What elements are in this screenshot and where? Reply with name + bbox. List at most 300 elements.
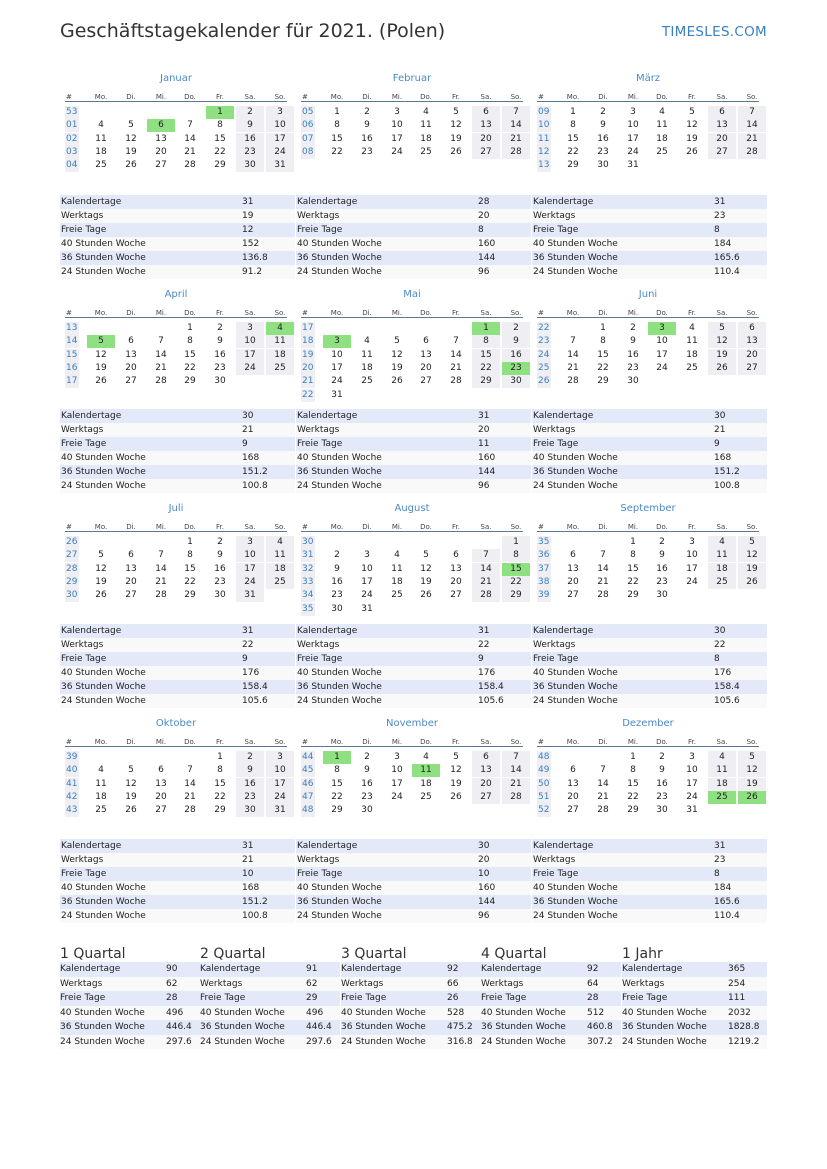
holiday-day-cell[interactable]: 1 (472, 322, 500, 335)
day-cell[interactable]: 13 (450, 563, 462, 574)
day-cell[interactable]: 28 (738, 146, 766, 159)
day-cell[interactable]: 4 (689, 323, 695, 333)
day-cell[interactable]: 7 (502, 106, 530, 119)
day-cell[interactable]: 14 (184, 778, 196, 789)
day-cell[interactable]: 3 (266, 751, 294, 764)
day-cell[interactable]: 27 (155, 805, 167, 816)
day-cell[interactable]: 7 (502, 751, 530, 764)
day-cell[interactable]: 30 (627, 376, 639, 387)
day-cell[interactable]: 17 (266, 778, 294, 791)
day-cell[interactable]: 14 (184, 133, 196, 144)
day-cell[interactable]: 27 (567, 805, 579, 816)
day-cell[interactable]: 7 (600, 550, 606, 561)
day-cell[interactable]: 30 (214, 590, 226, 601)
day-cell[interactable]: 1 (630, 752, 636, 762)
day-cell[interactable]: 10 (391, 765, 403, 776)
day-cell[interactable]: 15 (597, 349, 609, 360)
day-cell[interactable]: 10 (656, 336, 668, 347)
day-cell[interactable]: 10 (266, 764, 294, 777)
day-cell[interactable]: 4 (423, 107, 429, 117)
day-cell[interactable]: 2 (630, 323, 636, 333)
day-cell[interactable]: 21 (502, 133, 530, 146)
day-cell[interactable]: 2 (502, 322, 530, 335)
day-cell[interactable]: 23 (361, 791, 373, 802)
day-cell[interactable]: 25 (95, 160, 107, 171)
day-cell[interactable]: 14 (502, 119, 530, 132)
day-cell[interactable]: 10 (236, 549, 264, 562)
day-cell[interactable]: 14 (155, 349, 167, 360)
day-cell[interactable]: 24 (391, 791, 403, 802)
day-cell[interactable]: 27 (472, 146, 500, 159)
day-cell[interactable]: 24 (656, 362, 668, 373)
day-cell[interactable]: 9 (364, 120, 370, 131)
day-cell[interactable]: 12 (125, 133, 137, 144)
day-cell[interactable]: 4 (364, 336, 370, 347)
day-cell[interactable]: 29 (214, 160, 226, 171)
day-cell[interactable]: 10 (627, 120, 639, 131)
day-cell[interactable]: 19 (125, 791, 137, 802)
day-cell[interactable]: 24 (627, 146, 639, 157)
day-cell[interactable]: 2 (364, 107, 370, 117)
day-cell[interactable]: 4 (98, 765, 104, 776)
day-cell[interactable]: 19 (686, 133, 698, 144)
day-cell[interactable]: 29 (597, 376, 609, 387)
day-cell[interactable]: 17 (391, 778, 403, 789)
day-cell[interactable]: 8 (570, 120, 576, 131)
day-cell[interactable]: 8 (600, 336, 606, 347)
day-cell[interactable]: 26 (125, 805, 137, 816)
day-cell[interactable]: 19 (125, 146, 137, 157)
day-cell[interactable]: 25 (95, 805, 107, 816)
holiday-day-cell[interactable]: 6 (147, 119, 175, 132)
day-cell[interactable]: 20 (155, 791, 167, 802)
day-cell[interactable]: 5 (738, 751, 766, 764)
day-cell[interactable]: 25 (420, 791, 432, 802)
day-cell[interactable]: 26 (95, 376, 107, 387)
day-cell[interactable]: 26 (391, 376, 403, 387)
day-cell[interactable]: 27 (155, 160, 167, 171)
day-cell[interactable]: 25 (266, 576, 294, 589)
day-cell[interactable]: 20 (567, 791, 579, 802)
day-cell[interactable]: 4 (423, 752, 429, 762)
day-cell[interactable]: 30 (597, 160, 609, 171)
day-cell[interactable]: 20 (450, 576, 462, 587)
day-cell[interactable]: 8 (630, 550, 636, 561)
day-cell[interactable]: 15 (331, 133, 343, 144)
day-cell[interactable]: 11 (708, 764, 736, 777)
day-cell[interactable]: 13 (567, 563, 579, 574)
day-cell[interactable]: 24 (266, 146, 294, 159)
day-cell[interactable]: 25 (266, 362, 294, 375)
day-cell[interactable]: 21 (155, 362, 167, 373)
day-cell[interactable]: 28 (502, 146, 530, 159)
day-cell[interactable]: 7 (472, 549, 500, 562)
day-cell[interactable]: 4 (708, 536, 736, 549)
day-cell[interactable]: 22 (567, 146, 579, 157)
day-cell[interactable]: 16 (331, 576, 343, 587)
holiday-day-cell[interactable]: 4 (266, 322, 294, 335)
day-cell[interactable]: 4 (394, 550, 400, 561)
day-cell[interactable]: 1 (502, 536, 530, 549)
day-cell[interactable]: 12 (708, 335, 736, 348)
day-cell[interactable]: 15 (214, 778, 226, 789)
day-cell[interactable]: 27 (420, 376, 432, 387)
day-cell[interactable]: 18 (95, 146, 107, 157)
day-cell[interactable]: 26 (125, 160, 137, 171)
day-cell[interactable]: 23 (597, 146, 609, 157)
day-cell[interactable]: 13 (738, 335, 766, 348)
day-cell[interactable]: 13 (567, 778, 579, 789)
holiday-day-cell[interactable]: 25 (708, 791, 736, 804)
day-cell[interactable]: 12 (738, 764, 766, 777)
day-cell[interactable]: 16 (236, 778, 264, 791)
day-cell[interactable]: 7 (570, 336, 576, 347)
day-cell[interactable]: 8 (217, 765, 223, 776)
day-cell[interactable]: 31 (266, 159, 294, 172)
holiday-day-cell[interactable]: 3 (648, 322, 676, 335)
day-cell[interactable]: 5 (689, 107, 695, 117)
day-cell[interactable]: 1 (600, 323, 606, 333)
day-cell[interactable]: 8 (472, 335, 500, 348)
day-cell[interactable]: 30 (502, 375, 530, 388)
day-cell[interactable]: 7 (158, 336, 164, 347)
day-cell[interactable]: 17 (686, 563, 698, 574)
day-cell[interactable]: 10 (331, 349, 343, 360)
day-cell[interactable]: 3 (236, 536, 264, 549)
day-cell[interactable]: 3 (266, 106, 294, 119)
day-cell[interactable]: 16 (236, 133, 264, 146)
day-cell[interactable]: 15 (627, 563, 639, 574)
day-cell[interactable]: 22 (597, 362, 609, 373)
day-cell[interactable]: 20 (420, 362, 432, 373)
day-cell[interactable]: 9 (236, 764, 264, 777)
day-cell[interactable]: 5 (423, 550, 429, 561)
day-cell[interactable]: 23 (361, 146, 373, 157)
day-cell[interactable]: 3 (236, 322, 264, 335)
day-cell[interactable]: 23 (656, 576, 668, 587)
day-cell[interactable]: 6 (570, 765, 576, 776)
day-cell[interactable]: 26 (450, 146, 462, 157)
day-cell[interactable]: 20 (708, 133, 736, 146)
day-cell[interactable]: 28 (502, 791, 530, 804)
day-cell[interactable]: 5 (394, 336, 400, 347)
day-cell[interactable]: 27 (125, 590, 137, 601)
day-cell[interactable]: 5 (98, 550, 104, 561)
day-cell[interactable]: 30 (236, 804, 264, 817)
day-cell[interactable]: 21 (184, 791, 196, 802)
day-cell[interactable]: 29 (472, 375, 500, 388)
day-cell[interactable]: 16 (656, 778, 668, 789)
day-cell[interactable]: 18 (420, 778, 432, 789)
day-cell[interactable]: 1 (187, 537, 193, 547)
day-cell[interactable]: 20 (738, 349, 766, 362)
day-cell[interactable]: 7 (453, 336, 459, 347)
day-cell[interactable]: 18 (361, 362, 373, 373)
day-cell[interactable]: 12 (450, 120, 462, 131)
day-cell[interactable]: 8 (630, 765, 636, 776)
day-cell[interactable]: 22 (627, 791, 639, 802)
holiday-day-cell[interactable]: 23 (502, 362, 530, 375)
day-cell[interactable]: 29 (627, 590, 639, 601)
day-cell[interactable]: 8 (502, 549, 530, 562)
day-cell[interactable]: 21 (472, 576, 500, 589)
day-cell[interactable]: 21 (597, 576, 609, 587)
day-cell[interactable]: 9 (600, 120, 606, 131)
day-cell[interactable]: 6 (423, 336, 429, 347)
day-cell[interactable]: 1 (187, 323, 193, 333)
day-cell[interactable]: 4 (708, 751, 736, 764)
day-cell[interactable]: 9 (217, 336, 223, 347)
day-cell[interactable]: 22 (214, 791, 226, 802)
day-cell[interactable]: 30 (236, 159, 264, 172)
day-cell[interactable]: 21 (597, 791, 609, 802)
day-cell[interactable]: 12 (420, 563, 432, 574)
day-cell[interactable]: 15 (567, 133, 579, 144)
day-cell[interactable]: 23 (214, 362, 226, 373)
day-cell[interactable]: 9 (659, 765, 665, 776)
day-cell[interactable]: 14 (567, 349, 579, 360)
holiday-day-cell[interactable]: 26 (738, 791, 766, 804)
day-cell[interactable]: 7 (187, 120, 193, 131)
day-cell[interactable]: 19 (738, 778, 766, 791)
holiday-day-cell[interactable]: 11 (412, 764, 440, 777)
day-cell[interactable]: 27 (472, 791, 500, 804)
day-cell[interactable]: 1 (334, 107, 340, 117)
day-cell[interactable]: 17 (331, 362, 343, 373)
day-cell[interactable]: 16 (502, 349, 530, 362)
day-cell[interactable]: 6 (738, 322, 766, 335)
day-cell[interactable]: 6 (128, 550, 134, 561)
day-cell[interactable]: 2 (659, 537, 665, 547)
day-cell[interactable]: 12 (738, 549, 766, 562)
day-cell[interactable]: 18 (708, 778, 736, 791)
day-cell[interactable]: 10 (361, 563, 373, 574)
day-cell[interactable]: 22 (472, 362, 500, 375)
day-cell[interactable]: 18 (95, 791, 107, 802)
day-cell[interactable]: 3 (394, 752, 400, 762)
day-cell[interactable]: 22 (627, 576, 639, 587)
day-cell[interactable]: 16 (656, 563, 668, 574)
day-cell[interactable]: 22 (331, 146, 343, 157)
day-cell[interactable]: 27 (738, 362, 766, 375)
day-cell[interactable]: 27 (567, 590, 579, 601)
day-cell[interactable]: 5 (128, 765, 134, 776)
day-cell[interactable]: 4 (266, 536, 294, 549)
day-cell[interactable]: 21 (567, 362, 579, 373)
day-cell[interactable]: 22 (331, 791, 343, 802)
day-cell[interactable]: 14 (502, 764, 530, 777)
day-cell[interactable]: 19 (450, 778, 462, 789)
day-cell[interactable]: 20 (125, 576, 137, 587)
day-cell[interactable]: 24 (236, 576, 264, 589)
day-cell[interactable]: 19 (391, 362, 403, 373)
day-cell[interactable]: 17 (266, 133, 294, 146)
day-cell[interactable]: 20 (472, 133, 500, 146)
day-cell[interactable]: 18 (391, 576, 403, 587)
day-cell[interactable]: 27 (125, 376, 137, 387)
day-cell[interactable]: 9 (630, 336, 636, 347)
day-cell[interactable]: 29 (627, 805, 639, 816)
day-cell[interactable]: 30 (214, 376, 226, 387)
day-cell[interactable]: 24 (391, 146, 403, 157)
day-cell[interactable]: 15 (214, 133, 226, 144)
day-cell[interactable]: 13 (125, 563, 137, 574)
day-cell[interactable]: 22 (502, 576, 530, 589)
day-cell[interactable]: 11 (708, 549, 736, 562)
day-cell[interactable]: 1 (570, 107, 576, 117)
day-cell[interactable]: 19 (95, 362, 107, 373)
day-cell[interactable]: 18 (266, 563, 294, 576)
day-cell[interactable]: 16 (214, 349, 226, 360)
day-cell[interactable]: 29 (502, 589, 530, 602)
day-cell[interactable]: 4 (659, 107, 665, 117)
day-cell[interactable]: 7 (187, 765, 193, 776)
day-cell[interactable]: 19 (450, 133, 462, 144)
day-cell[interactable]: 26 (420, 590, 432, 601)
day-cell[interactable]: 16 (361, 133, 373, 144)
day-cell[interactable]: 22 (184, 362, 196, 373)
day-cell[interactable]: 22 (214, 146, 226, 157)
day-cell[interactable]: 5 (708, 322, 736, 335)
day-cell[interactable]: 24 (361, 590, 373, 601)
brand-link[interactable]: TIMESLES.COM (661, 24, 767, 40)
day-cell[interactable]: 9 (236, 119, 264, 132)
day-cell[interactable]: 14 (450, 349, 462, 360)
day-cell[interactable]: 14 (155, 563, 167, 574)
day-cell[interactable]: 21 (155, 576, 167, 587)
day-cell[interactable]: 18 (708, 563, 736, 576)
day-cell[interactable]: 21 (738, 133, 766, 146)
day-cell[interactable]: 8 (187, 550, 193, 561)
day-cell[interactable]: 3 (689, 752, 695, 762)
day-cell[interactable]: 17 (686, 778, 698, 789)
day-cell[interactable]: 23 (627, 362, 639, 373)
day-cell[interactable]: 13 (125, 349, 137, 360)
day-cell[interactable]: 28 (184, 160, 196, 171)
day-cell[interactable]: 19 (738, 563, 766, 576)
day-cell[interactable]: 7 (158, 550, 164, 561)
day-cell[interactable]: 23 (236, 146, 264, 159)
day-cell[interactable]: 10 (391, 120, 403, 131)
day-cell[interactable]: 17 (627, 133, 639, 144)
day-cell[interactable]: 15 (331, 778, 343, 789)
day-cell[interactable]: 31 (236, 589, 264, 602)
day-cell[interactable]: 25 (686, 362, 698, 373)
day-cell[interactable]: 10 (266, 119, 294, 132)
day-cell[interactable]: 6 (708, 106, 736, 119)
day-cell[interactable]: 11 (391, 563, 403, 574)
day-cell[interactable]: 24 (266, 791, 294, 804)
day-cell[interactable]: 13 (155, 778, 167, 789)
holiday-day-cell[interactable]: 5 (87, 335, 115, 348)
day-cell[interactable]: 2 (236, 751, 264, 764)
day-cell[interactable]: 28 (450, 376, 462, 387)
day-cell[interactable]: 10 (236, 335, 264, 348)
day-cell[interactable]: 27 (450, 590, 462, 601)
day-cell[interactable]: 13 (708, 119, 736, 132)
day-cell[interactable]: 19 (708, 349, 736, 362)
day-cell[interactable]: 23 (214, 576, 226, 587)
day-cell[interactable]: 21 (184, 146, 196, 157)
day-cell[interactable]: 2 (600, 107, 606, 117)
holiday-day-cell[interactable]: 1 (206, 106, 234, 119)
day-cell[interactable]: 9 (217, 550, 223, 561)
holiday-day-cell[interactable]: 15 (502, 563, 530, 576)
day-cell[interactable]: 25 (420, 146, 432, 157)
day-cell[interactable]: 28 (567, 376, 579, 387)
day-cell[interactable]: 11 (95, 778, 107, 789)
day-cell[interactable]: 5 (128, 120, 134, 131)
day-cell[interactable]: 3 (364, 550, 370, 561)
day-cell[interactable]: 1 (217, 752, 223, 762)
day-cell[interactable]: 6 (453, 550, 459, 561)
day-cell[interactable]: 25 (708, 576, 736, 589)
day-cell[interactable]: 28 (597, 590, 609, 601)
day-cell[interactable]: 15 (472, 349, 500, 362)
day-cell[interactable]: 2 (236, 106, 264, 119)
day-cell[interactable]: 24 (236, 362, 264, 375)
day-cell[interactable]: 16 (361, 778, 373, 789)
day-cell[interactable]: 24 (686, 576, 698, 587)
day-cell[interactable]: 2 (364, 752, 370, 762)
day-cell[interactable]: 6 (570, 550, 576, 561)
day-cell[interactable]: 23 (236, 791, 264, 804)
day-cell[interactable]: 19 (420, 576, 432, 587)
day-cell[interactable]: 2 (217, 537, 223, 547)
day-cell[interactable]: 26 (708, 362, 736, 375)
day-cell[interactable]: 16 (214, 563, 226, 574)
day-cell[interactable]: 19 (95, 576, 107, 587)
day-cell[interactable]: 13 (155, 133, 167, 144)
day-cell[interactable]: 13 (420, 349, 432, 360)
day-cell[interactable]: 17 (236, 563, 264, 576)
day-cell[interactable]: 20 (155, 146, 167, 157)
day-cell[interactable]: 11 (361, 349, 373, 360)
day-cell[interactable]: 12 (391, 349, 403, 360)
day-cell[interactable]: 28 (155, 590, 167, 601)
day-cell[interactable]: 29 (184, 590, 196, 601)
day-cell[interactable]: 20 (125, 362, 137, 373)
day-cell[interactable]: 21 (450, 362, 462, 373)
day-cell[interactable]: 22 (184, 576, 196, 587)
day-cell[interactable]: 13 (472, 119, 500, 132)
day-cell[interactable]: 29 (567, 160, 579, 171)
day-cell[interactable]: 30 (361, 805, 373, 816)
holiday-day-cell[interactable]: 3 (323, 335, 351, 348)
day-cell[interactable]: 14 (738, 119, 766, 132)
day-cell[interactable]: 17 (391, 133, 403, 144)
day-cell[interactable]: 3 (630, 107, 636, 117)
day-cell[interactable]: 2 (659, 752, 665, 762)
day-cell[interactable]: 7 (600, 765, 606, 776)
day-cell[interactable]: 20 (472, 778, 500, 791)
day-cell[interactable]: 12 (125, 778, 137, 789)
day-cell[interactable]: 21 (502, 778, 530, 791)
day-cell[interactable]: 18 (420, 133, 432, 144)
day-cell[interactable]: 26 (450, 791, 462, 802)
day-cell[interactable]: 14 (597, 563, 609, 574)
day-cell[interactable]: 28 (472, 589, 500, 602)
day-cell[interactable]: 6 (472, 106, 500, 119)
day-cell[interactable]: 29 (184, 376, 196, 387)
day-cell[interactable]: 12 (95, 349, 107, 360)
day-cell[interactable]: 31 (686, 805, 698, 816)
day-cell[interactable]: 23 (331, 590, 343, 601)
day-cell[interactable]: 11 (95, 133, 107, 144)
day-cell[interactable]: 8 (334, 765, 340, 776)
day-cell[interactable]: 11 (656, 120, 668, 131)
day-cell[interactable]: 25 (361, 376, 373, 387)
